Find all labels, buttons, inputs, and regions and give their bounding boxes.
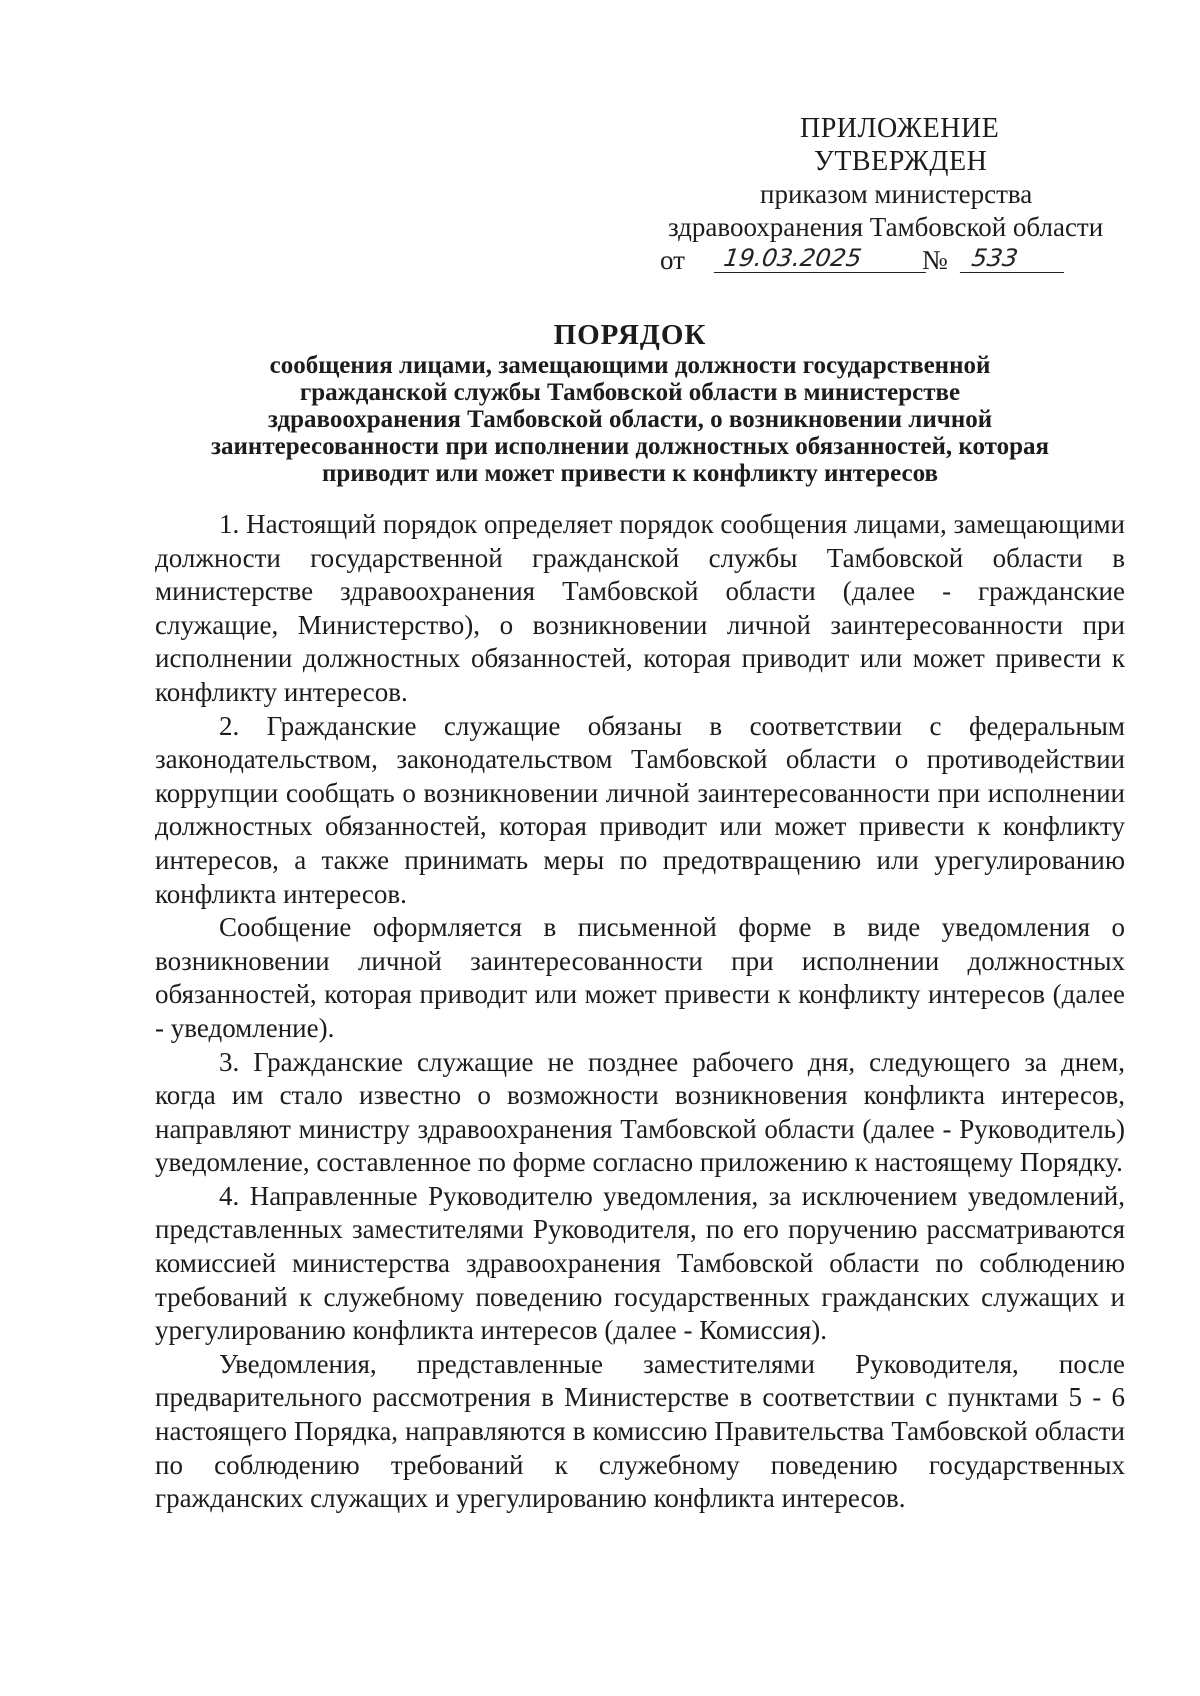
from-label: от (660, 245, 685, 275)
order-line: приказом министерства (760, 179, 1033, 209)
title-subtitle-line: приводит или может привести к конфликту интересов (322, 460, 938, 487)
title-subtitle-line: здравоохранения Тамбовской области, о возникновении личной (267, 406, 993, 433)
title-subtitle-line: гражданской службы Тамбовской области в министерстве (299, 379, 961, 406)
handwritten-number: 533 (960, 242, 1068, 273)
title-subtitle-line: заинтересованности при исполнении должностных обязанностей, которая (210, 433, 1050, 460)
paragraph-2-notice: Сообщение оформляется в письменной форме в виде уведомления о возникновении личной заинтересованности при исполнении должностных обязанностей, которая приводит или может привести к конфликту интересов (далее - уведомление). (155, 912, 1125, 1043)
document-title (150, 318, 1110, 487)
approval-stamp-block (660, 112, 1140, 280)
date-number-line (660, 244, 1140, 280)
ministry-line: здравоохранения Тамбовской области (668, 212, 1104, 242)
title-main: ПОРЯДОК (553, 319, 707, 351)
document-body (155, 508, 1125, 1516)
number-label: № (922, 245, 948, 275)
title-subtitle-line: сообщения лицами, замещающими должности государственной (269, 352, 991, 379)
paragraph-4-deputies: Уведомления, представленные заместителями Руководителя, после предварительного рассмотрения в Министерстве в соответствии с пунктами 5 - 6 настоящего Порядка, направляются в комиссию Правительства Тамбовской области по соблюдению требований к служебному поведению государственных гражданских служащих и урегулированию конфликта интересов. (155, 1348, 1125, 1514)
paragraph-1: 1. Настоящий порядок определяет порядок сообщения лицами, замещающими должности государственной гражданской службы Тамбовской области в министерстве здравоохранения Тамбовской области (далее - гражданские служащие, Министерство), о возникновении личной заинтересованности при исполнении должностных обязанностей, которая приводит или может привести к конфликту интересов. (155, 509, 1125, 707)
paragraph-4: 4. Направленные Руководителю уведомления, за исключением уведомлений, представленных заместителями Руководителя, по его поручению рассматриваются комиссией министерства здравоохранения Тамбовской области по соблюдению требований к служебному поведению государственных гражданских служащих и урегулированию конфликта интересов (далее - Комиссия). (155, 1180, 1125, 1346)
paragraph-2: 2. Гражданские служащие обязаны в соответствии с федеральным законодательством, законодательством Тамбовской области о противодействии коррупции сообщать о возникновении личной заинтересованности при исполнении должностных обязанностей, которая приводит или может привести к конфликту интересов, а также принимать меры по предотвращению или урегулированию конфликта интересов. (155, 710, 1125, 909)
approved-label: УТВЕРЖДЕН (814, 146, 988, 177)
paragraph-3: 3. Гражданские служащие не позднее рабочего дня, следующего за днем, когда им стало известно о возможности возникновения конфликта интересов, направляют министру здравоохранения Тамбовской области (далее - Руководитель) уведомление, составленное по форме согласно приложению к настоящему Порядку. (155, 1046, 1125, 1178)
handwritten-date: 19.03.2025 (714, 242, 930, 273)
appendix-label: ПРИЛОЖЕНИЕ (800, 113, 1000, 144)
